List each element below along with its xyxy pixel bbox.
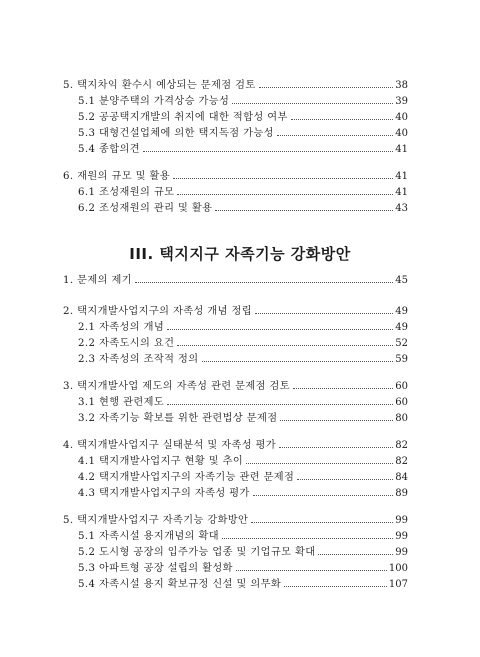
toc-entry-subsection: [78, 202, 408, 216]
toc-entry-page: 40: [395, 128, 408, 139]
dot-leader: [167, 329, 393, 330]
dot-leader: [255, 313, 393, 314]
dot-leader: [236, 570, 387, 571]
toc-entry-section: [63, 380, 408, 394]
toc-entry-page: 41: [395, 144, 408, 155]
toc-entry-label: 5.2 공공택지개발의 취지에 대한 적합성 여부: [78, 112, 288, 123]
toc-entry-section: [63, 170, 408, 184]
toc-entry-page: 107: [388, 579, 408, 590]
toc-entry-page: 99: [395, 547, 408, 558]
toc-entry-label: 4. 택지개발사업지구 실태분석 및 자족성 평가: [63, 440, 277, 451]
dot-leader: [177, 345, 393, 346]
dot-leader: [167, 404, 393, 405]
toc-entry-label: 4.3 택지개발사업지구의 자족성 평가: [78, 488, 250, 499]
toc-entry-page: 100: [388, 563, 408, 574]
toc-entry-page: 82: [395, 440, 408, 451]
dot-leader: [277, 135, 393, 136]
toc-entry-page: 49: [395, 306, 408, 317]
toc-entry-subsection: [78, 321, 408, 335]
dot-leader: [215, 210, 393, 211]
dot-leader: [253, 495, 394, 496]
toc-entry-label: 3.2 자족기능 확보를 위한 관련법상 문제점: [78, 413, 278, 424]
toc-entry-page: 89: [395, 488, 408, 499]
toc-entry-subsection: [78, 578, 408, 592]
dot-leader: [293, 388, 393, 389]
toc-entry-subsection: [78, 562, 408, 576]
toc-entry-page: 52: [395, 338, 408, 349]
toc-entry-section: [63, 514, 408, 528]
toc-entry-page: 41: [395, 171, 408, 182]
toc-entry-subsection: [78, 353, 408, 367]
toc-entry-label: 5.2 도시형 공장의 입주가능 업종 및 기업규모 확대: [78, 547, 316, 558]
dot-leader: [232, 103, 393, 104]
toc-entry-label: 5.1 분양주택의 가격상승 가능성: [78, 96, 230, 107]
toc-entry-label: 5.4 종합의견: [78, 144, 141, 155]
dot-leader: [143, 151, 393, 152]
toc-entry-subsection: [78, 95, 408, 109]
toc-entry-label: 6. 재원의 규모 및 활용: [63, 171, 171, 182]
toc-entry-subsection: [78, 186, 408, 200]
toc-entry-label: 4.2 택지개발사업지구의 자족기능 관련 문제점: [78, 472, 295, 483]
dot-leader: [202, 361, 394, 362]
dot-leader: [259, 87, 394, 88]
toc-entry-label: 1. 문제의 제기: [63, 275, 133, 286]
dot-leader: [246, 463, 393, 464]
dot-leader: [177, 194, 393, 195]
dot-leader: [173, 178, 393, 179]
toc-entry-label: 3. 택지개발사업 제도의 자족성 관련 문제점 검토: [63, 381, 290, 392]
dot-leader: [291, 119, 394, 120]
dot-leader: [251, 522, 393, 523]
toc-entry-page: 82: [395, 456, 408, 467]
toc-entry-subsection: [78, 337, 408, 351]
dot-leader: [318, 554, 393, 555]
toc-entry-subsection: [78, 546, 408, 560]
toc-entry-section: [63, 79, 408, 93]
toc-entry-page: 99: [395, 515, 408, 526]
chapter-title: III. 택지지구 자족기능 강화방안: [129, 245, 351, 263]
toc-entry-page: 39: [395, 96, 408, 107]
toc-entry-subsection: [78, 111, 408, 125]
toc-entry-page: 99: [395, 531, 408, 542]
toc-entry-page: 45: [395, 275, 408, 286]
toc-entry-label: 5.1 자족시설 용지개념의 확대: [78, 531, 219, 542]
dot-leader: [135, 282, 393, 283]
toc-entry-label: 2.3 자족성의 조작적 정의: [78, 354, 199, 365]
toc-entry-subsection: [78, 530, 408, 544]
toc-entry-section: [63, 439, 408, 453]
toc-entry-label: 5.4 자족시설 용지 확보규정 신설 및 의무화: [78, 579, 282, 590]
toc-entry-page: 60: [395, 397, 408, 408]
toc-entry-page: 41: [395, 187, 408, 198]
toc-entry-label: 2.2 자족도시의 요건: [78, 338, 175, 349]
toc-entry-label: 6.1 조성재원의 규모: [78, 187, 175, 198]
toc-entry-page: 84: [395, 472, 408, 483]
dot-leader: [279, 447, 393, 448]
toc-entry-subsection: [78, 455, 408, 469]
toc-entry-label: 2.1 자족성의 개념: [78, 322, 165, 333]
toc-entry-section: [63, 305, 408, 319]
toc-entry-subsection: [78, 396, 408, 410]
toc-entry-label: 5.3 대형건설업체에 의한 택지독점 가능성: [78, 128, 274, 139]
toc-entry-page: 80: [395, 413, 408, 424]
dot-leader: [280, 420, 393, 421]
toc-entry-subsection: [78, 487, 408, 501]
toc-entry-label: 5.3 아파트형 공장 설립의 활성화: [78, 563, 233, 574]
toc-entry-subsection: [78, 412, 408, 426]
toc-entry-page: 60: [395, 381, 408, 392]
toc-entry-page: 38: [395, 80, 408, 91]
toc-entry-subsection: [78, 127, 408, 141]
toc-entry-page: 43: [395, 203, 408, 214]
toc-entry-page: 40: [395, 112, 408, 123]
toc-entry-label: 3.1 현행 관련제도: [78, 397, 165, 408]
toc-entry-subsection: [78, 143, 408, 157]
toc-entry-page: 49: [395, 322, 408, 333]
toc-entry-label: 5. 택지개발사업지구 자족기능 강화방안: [63, 515, 249, 526]
toc-entry-section: [63, 274, 408, 288]
dot-leader: [297, 479, 393, 480]
dot-leader: [284, 586, 387, 587]
toc-entry-label: 6.2 조성재원의 관리 및 활용: [78, 203, 213, 214]
toc-entry-label: 2. 택지개발사업지구의 자족성 개념 정립: [63, 306, 252, 317]
toc-entry-label: 5. 택지차익 환수시 예상되는 문제점 검토: [63, 80, 256, 91]
toc-entry-subsection: [78, 471, 408, 485]
dot-leader: [222, 538, 393, 539]
toc-entry-page: 59: [395, 354, 408, 365]
toc-entry-label: 4.1 택지개발사업지구 현황 및 추이: [78, 456, 244, 467]
